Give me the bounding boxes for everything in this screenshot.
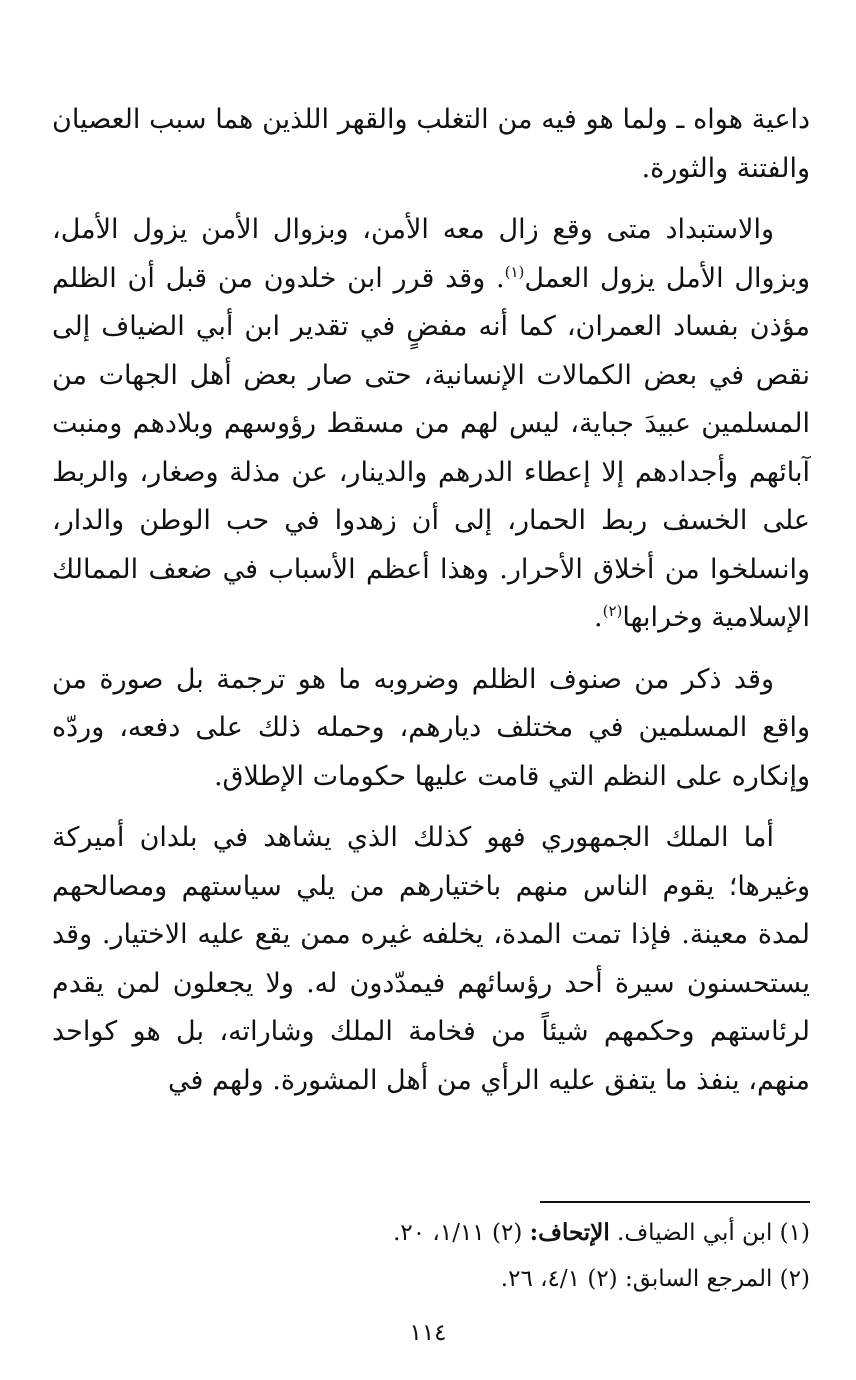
footnote-1-suffix: (٢) ١/١١، ٢٠. xyxy=(393,1220,530,1246)
footnote-2: (٢) المرجع السابق: (٢) ٤/١، ٢٦. xyxy=(500,1266,810,1292)
paragraph-1: داعية هواه ـ ولما هو فيه من التغلب والقهر اللذين هما سبب العصيان والفتنة والثورة. xyxy=(52,104,810,184)
paragraph-2 xyxy=(52,206,810,643)
paragraph-4: أما الملك الجمهوري فهو كذلك الذي يشاهد في بلدان أميركة وغيرها؛ يقوم الناس منهم باختيارهم من يلي سياستهم ومصالحهم لمدة معينة. فإذا تمت المدة، يخلفه غيره ممن يقع عليه الاختيار. وقد يستحسنون سيرة أحد رؤسائهم فيمدّدون له. ولا يجعلون لمن يقدم لرئاستهم وحكمهم شيئاً من فخامة الملك وشاراته، بل هو كواحد منهم، ينفذ ما يتفق عليه الرأي من أهل المشورة. ولهم في xyxy=(52,822,811,1096)
main-text xyxy=(52,96,810,1118)
footnotes xyxy=(52,1210,810,1302)
footnote-1 xyxy=(52,1210,810,1256)
paragraph-2-end: . xyxy=(594,602,603,633)
paragraph-2-part-b: . وقد قرر ابن خلدون من قبل أن الظلم مؤذن بفساد العمران، كما أنه مفضٍ في تقدير ابن أبي الضياف إلى نقص في بعض الكمالات الإنسانية، حتى صار بعض أهل الجهات من المسلمين عبيدَ جباية، ليس لهم من مسقط رؤوسهم وبلادهم ومنبت آبائهم وأجدادهم إلا إعطاء الدرهم والدينار، عن مذلة وصغار، والربط على الخسف ربط الحمار، إلى أن زهدوا في حب الوطن والدار، وانسلخوا من أخلاق الأحرار. وهذا أعظم الأسباب في ضعف الممالك الإسلامية وخرابها xyxy=(52,262,810,633)
footnote-1-prefix: (١) ابن أبي الضياف. xyxy=(609,1220,810,1246)
footnote-divider xyxy=(540,1201,810,1203)
footnote-ref-2[interactable]: (٢) xyxy=(602,602,623,620)
paragraph-2-part-a: والاستبداد متى وقع زال معه الأمن، وبزوال الأمن يزول الأمل، وبزوال الأمل يزول العمل xyxy=(52,214,811,294)
page-number: ١١٤ xyxy=(409,1320,447,1346)
paragraph-3: وقد ذكر من صنوف الظلم وضروبه ما هو ترجمة بل صورة من واقع المسلمين في مختلف ديارهم، وحمله ذلك على دفعه، وردّه وإنكاره على النظم التي قامت عليها حكومات الإطلاق. xyxy=(52,663,810,792)
footnote-1-source-title: الإتحاف: xyxy=(529,1219,610,1246)
footnote-ref-1[interactable]: (١) xyxy=(504,262,525,281)
